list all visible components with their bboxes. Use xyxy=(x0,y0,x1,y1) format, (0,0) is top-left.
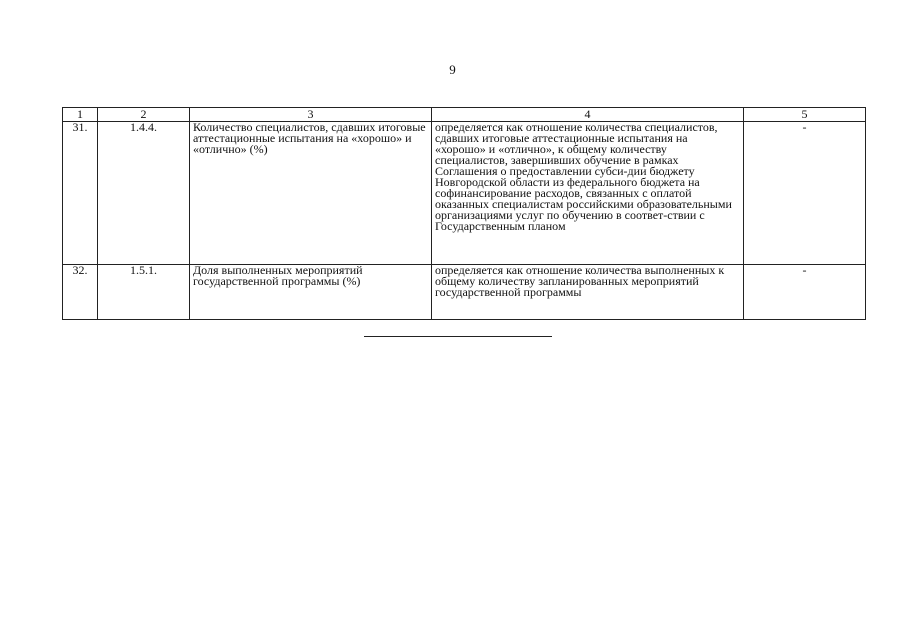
page-number: 9 xyxy=(449,62,456,77)
table-row xyxy=(63,265,866,320)
indicator-definition: определяется как отношение количества специалистов, сдавших итоговые аттестационные испытания на «хорошо» и «отлично», к общему количеству специалистов, завершивших обучение в рамках Соглашения о предоставлении субси-дии бюджету Новгородской области из федерального бюджета на софинансирование расходов, связанных с оплатой оказанных специалистам российскими образовательными организациями услуг по обучению в соответ-ствии с Государственным планом xyxy=(432,122,744,265)
column-header-1: 1 xyxy=(63,108,98,122)
indicator-name: Доля выполненных мероприятий государственной программы (%) xyxy=(190,265,432,320)
row-number: 32. xyxy=(63,265,98,320)
indicator-code: 1.5.1. xyxy=(98,265,190,320)
table-row xyxy=(63,122,866,265)
indicator-name: Количество специалистов, сдавших итоговые аттестационные испытания на «хорошо» и «отлично» (%) xyxy=(190,122,432,265)
indicator-definition: определяется как отношение количества выполненных к общему количеству запланированных мероприятий государственной программы xyxy=(432,265,744,320)
indicator-note: - xyxy=(744,122,866,265)
indicator-code: 1.4.4. xyxy=(98,122,190,265)
row-number: 31. xyxy=(63,122,98,265)
column-header-3: 3 xyxy=(190,108,432,122)
column-header-4: 4 xyxy=(432,108,744,122)
end-divider-line xyxy=(364,336,552,337)
column-header-5: 5 xyxy=(744,108,866,122)
indicator-table xyxy=(62,107,866,320)
column-header-2: 2 xyxy=(98,108,190,122)
indicator-note: - xyxy=(744,265,866,320)
